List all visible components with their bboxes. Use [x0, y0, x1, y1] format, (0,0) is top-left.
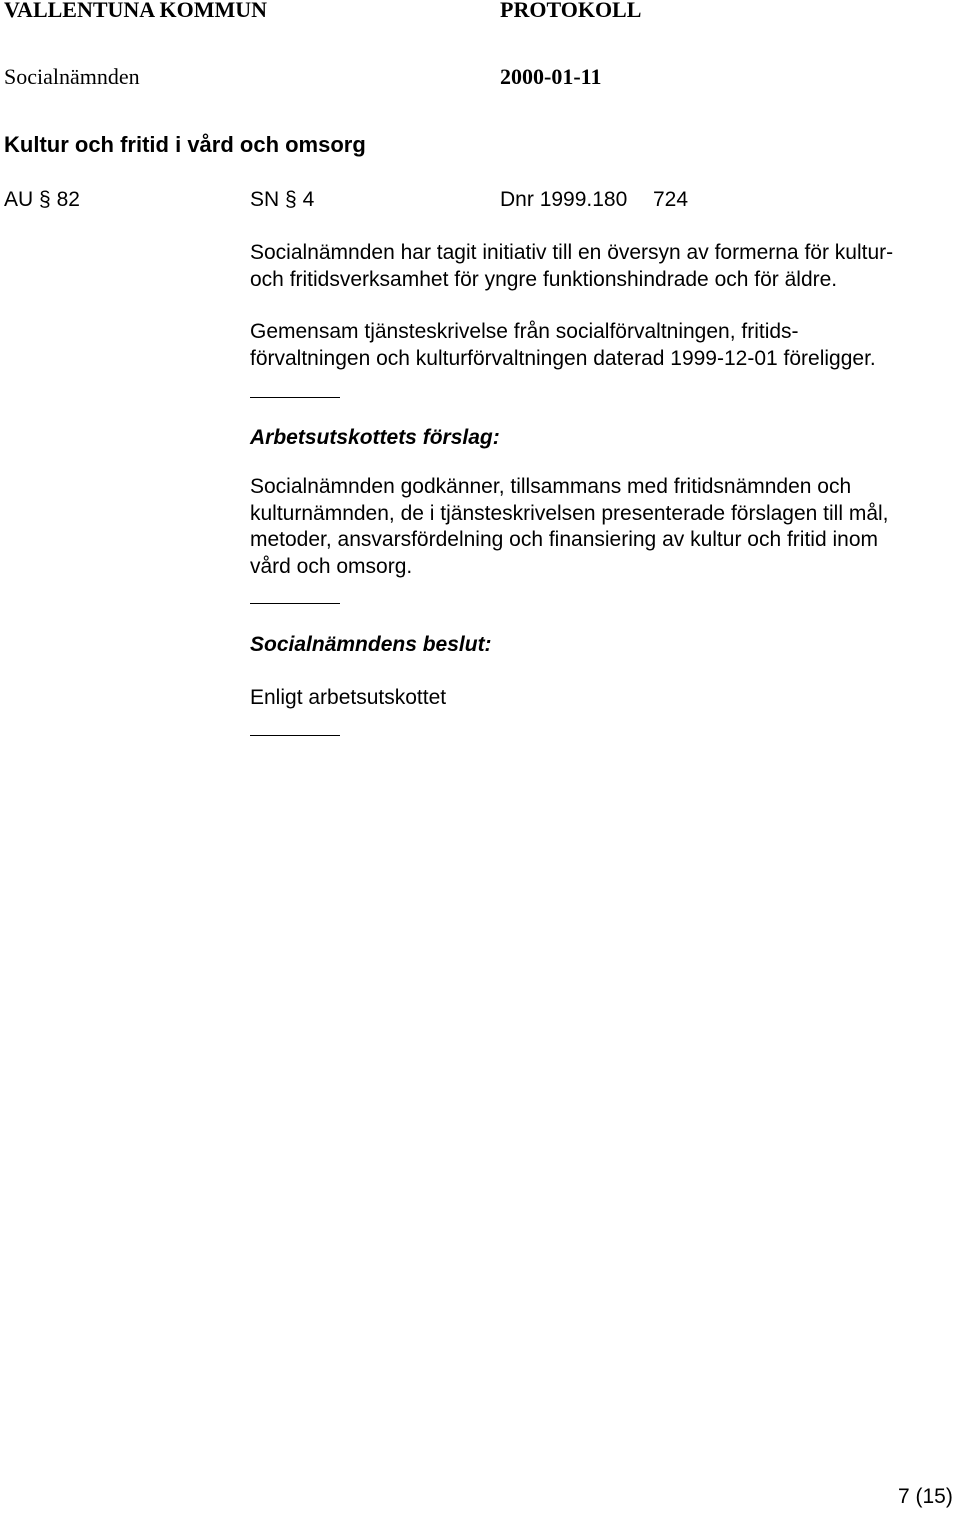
intro-paragraph — [250, 240, 960, 293]
decision-text: Enligt arbetsutskottet — [250, 686, 447, 709]
au-number: 82 — [56, 188, 80, 211]
decision-heading: Socialnämndens beslut: — [250, 633, 492, 656]
proposal-line-2: kulturnämnden, de i tjänsteskrivelsen presenterade förslagen till mål, — [250, 501, 889, 525]
page-title: Kultur och fritid i vård och omsorg — [4, 132, 366, 157]
dnr-number: 1999.180 — [539, 188, 628, 211]
municipality-name: VALLENTUNA KOMMUN — [4, 0, 268, 22]
committee-name: Socialnämnden — [4, 64, 140, 89]
section-symbol: § — [285, 188, 297, 211]
background-line-1: Gemensam tjänsteskrivelse från socialförvaltningen, fritids- — [250, 320, 799, 343]
sn-label: SN — [250, 188, 280, 211]
proposal-line-3: metoder, ansvarsfördelning och finansiering av kultur och fritid inom — [250, 528, 878, 551]
section-symbol: § — [39, 188, 51, 211]
intro-line-2: och fritidsverksamhet för yngre funktionshindrade och för äldre. — [250, 267, 838, 291]
au-reference — [4, 187, 80, 213]
sn-reference — [250, 187, 314, 213]
page-number: 7 (15) — [898, 1485, 953, 1508]
intro-line-1: Socialnämnden har tagit initiativ till en översyn av formerna för kultur- — [250, 241, 894, 264]
proposal-paragraph — [250, 474, 960, 580]
au-label: AU — [4, 188, 34, 211]
dnr-label: Dnr — [500, 188, 534, 211]
proposal-line-1: Socialnämnden godkänner, tillsammans med fritidsnämnden och — [250, 475, 852, 498]
section-divider — [250, 735, 340, 736]
dnr-suffix: 724 — [652, 188, 689, 211]
sn-number: 4 — [302, 188, 315, 211]
dnr-reference — [500, 187, 688, 213]
background-line-2: förvaltningen och kulturförvaltningen daterad 1999-12-01 föreligger. — [250, 346, 876, 370]
section-divider — [250, 603, 340, 604]
background-paragraph — [250, 319, 960, 372]
document-type: PROTOKOLL — [500, 0, 642, 22]
proposal-line-4: vård och omsorg. — [250, 554, 413, 578]
meeting-date: 2000-01-11 — [500, 64, 602, 89]
section-divider — [250, 397, 340, 398]
proposal-heading: Arbetsutskottets förslag: — [250, 426, 500, 449]
